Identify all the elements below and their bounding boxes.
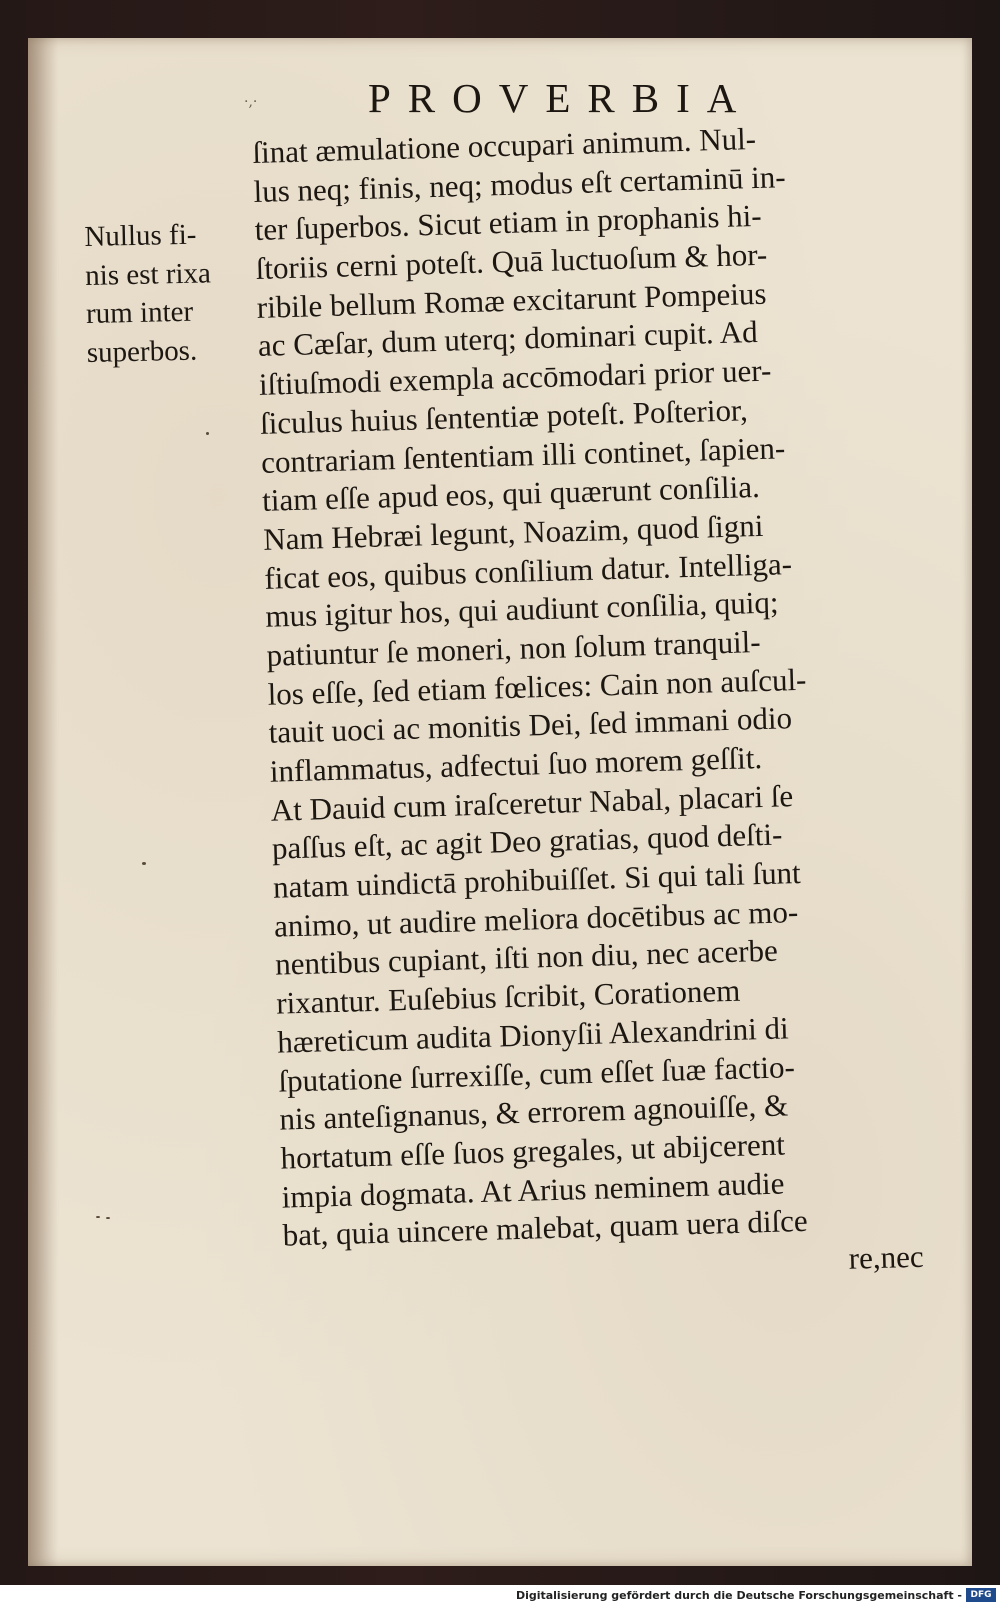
body-text-line: los eſſe, ſed etiam fœlices: Cain non auſcul- [267, 661, 807, 712]
page-speck [142, 862, 146, 865]
body-text-line: contrariam ſententiam illi continet, ſapien- [260, 429, 786, 480]
body-text-line: tauit uoci ac monitis Dei, ſed immani odio [268, 700, 793, 751]
body-text-line: hortatum eſſe ſuos gregales, ut abijcerent [280, 1126, 786, 1176]
marginal-note [84, 214, 267, 372]
body-text-line: bat, quia uincere malebat, quam uera diſce [282, 1203, 809, 1253]
body-text-line: nis anteſignanus, & errorem agnouiſſe, & [279, 1087, 789, 1137]
body-text-line: hæreticum audita Dionyſii Alexandrini di [276, 1010, 790, 1060]
page-speck [106, 1217, 110, 1219]
marginal-note-line: superbos. [86, 334, 198, 369]
body-text-line: Nam Hebræi legunt, Noazim, quod ſigni [262, 507, 764, 557]
body-text-line: ribile bellum Romæ excitarunt Pompeius [256, 275, 767, 325]
body-text-line: ac Cæſar, dum uterq; dominari cupit. Ad [257, 314, 759, 364]
body-text-line: inflammatus, adfectui ſuo morem geſſit. [269, 740, 763, 789]
page-mark: ·,· [244, 94, 258, 110]
body-text-line: paſſus eſt, ac agit Deo gratias, quod deſti- [271, 816, 783, 867]
dfg-logo: DFG [966, 1588, 996, 1602]
body-text-line: mus igitur hos, qui audiunt conſilia, quiq; [264, 584, 779, 635]
page-speck [206, 432, 209, 435]
body-text-line: nentibus cupiant, iſti non diu, nec acerbe [274, 933, 779, 983]
page-speck [96, 1216, 100, 1218]
body-text-line: ſputatione ſurrexiſſe, cum eſſet ſuæ factio- [277, 1048, 796, 1099]
body-text-line: animo, ut audire meliora docētibus ac mo- [273, 893, 799, 944]
body-text-line: ſtoriis cerni poteſt. Quā luctuoſum & hor- [255, 236, 768, 287]
funding-credit: Digitalisierung gefördert durch die Deutsche Forschungsgemeinschaft - [515, 1589, 962, 1602]
catchword: re,nec [848, 1238, 925, 1276]
body-text-line: lus neq; finis, neq; modus eſt certaminū in- [253, 158, 786, 209]
body-text [252, 116, 934, 1294]
body-text-line: ter ſuperbos. Sicut etiam in prophanis hi- [254, 198, 763, 248]
marginal-note-line: rum inter [85, 295, 194, 330]
marginal-note-line: nis est rixa [84, 256, 212, 292]
body-text-line: iſtiuſmodi exempla accōmodari prior uer- [258, 352, 772, 403]
running-head: PROVERBIA [368, 75, 754, 121]
marginal-note-line: Nullus fi- [84, 218, 197, 253]
body-text-line: impia dogmata. At Arius neminem audie [281, 1165, 785, 1215]
body-text-line: ſinat æmulatione occupari animum. Nul- [252, 120, 757, 170]
body-text-line: At Dauid cum iraſceretur Nabal, placari ſe [270, 777, 794, 828]
body-text-line: ſiculus huius ſententiæ poteſt. Poſterior, [259, 392, 749, 441]
body-text-line: rixantur. Euſebius ſcribit, Corationem [275, 972, 741, 1021]
gutter-shadow [28, 38, 58, 1566]
body-text-line: natam uindictā prohibuiſſet. Si qui tali ſunt [272, 855, 802, 905]
body-text-line: tiam eſſe apud eos, qui quærunt conſilia. [261, 469, 761, 519]
body-text-line: ficat eos, quibus conſilium datur. Intelliga- [263, 545, 793, 596]
body-text-line: patiuntur ſe moneri, non ſolum tranquil- [266, 623, 762, 673]
